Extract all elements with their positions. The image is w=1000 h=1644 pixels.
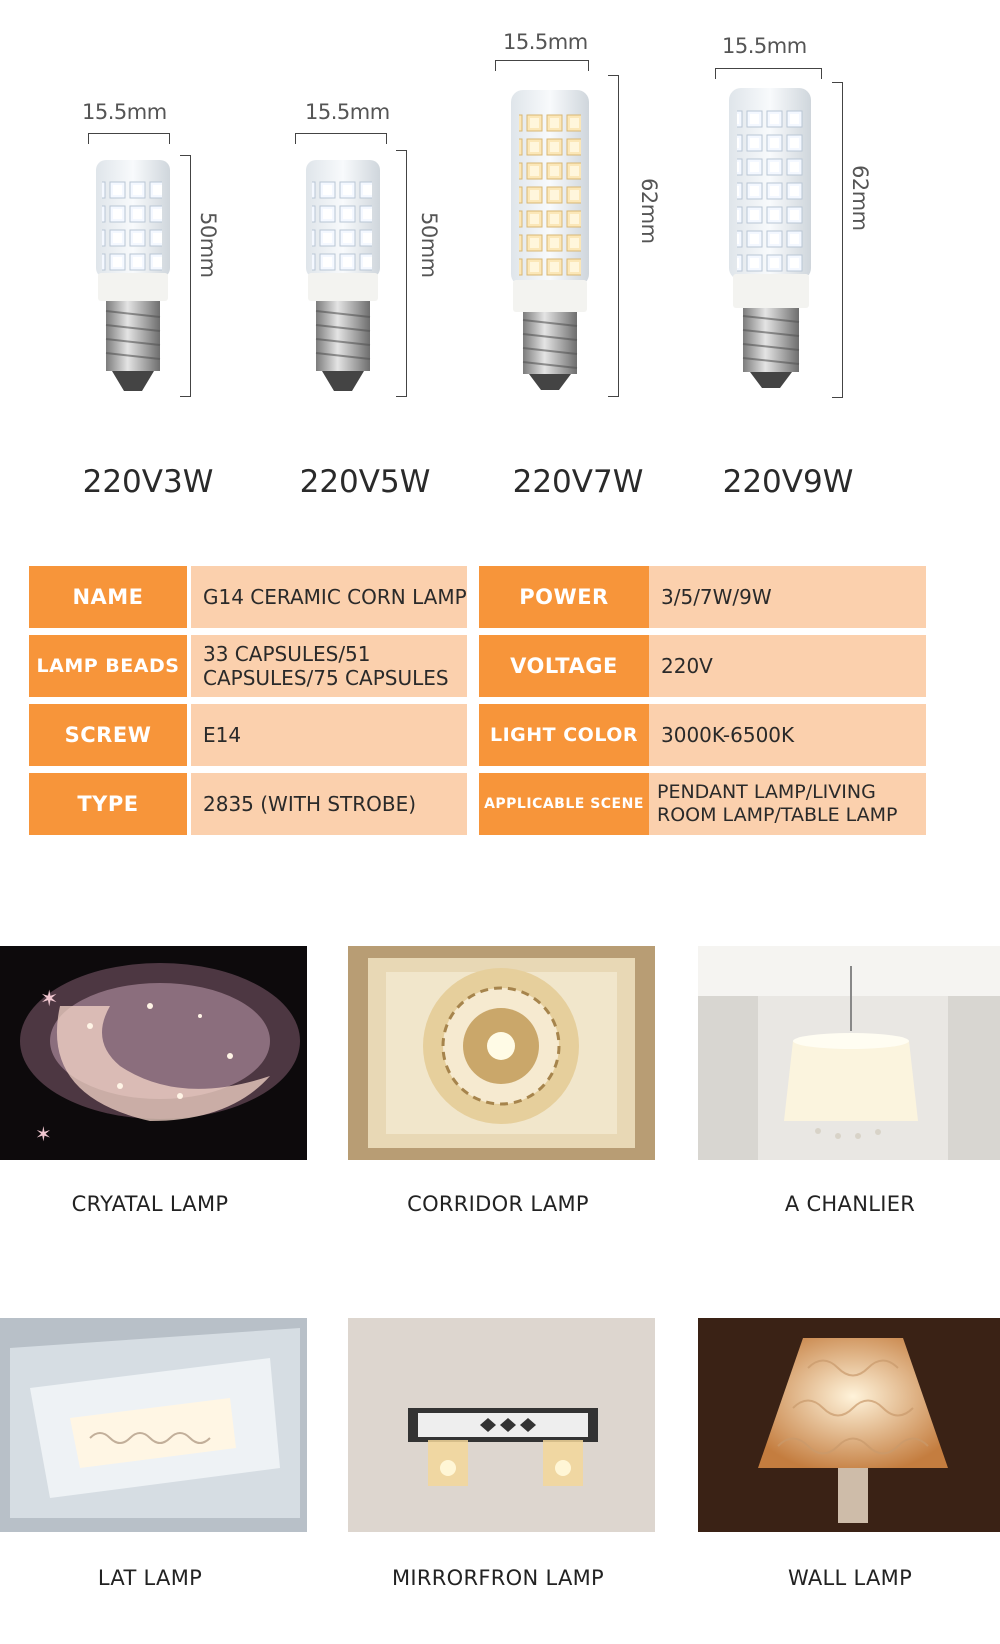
bulb-3-height-label: 62mm xyxy=(637,178,661,244)
spec-label: APPLICABLE SCENE xyxy=(479,773,649,835)
bulb-2-height-label: 50mm xyxy=(417,212,441,278)
scene-wall-lamp-image xyxy=(698,1318,1000,1532)
bulb-1-width-bracket xyxy=(88,133,170,144)
scene-crystal-lamp-image xyxy=(0,946,307,1160)
scene-caption: WALL LAMP xyxy=(787,1566,913,1590)
bulb-1-model: 220V3W xyxy=(82,464,214,500)
bulb-4-image xyxy=(725,84,817,394)
spec-value: 3000K-6500K xyxy=(649,704,926,766)
spec-row xyxy=(29,704,976,766)
bulb-2-width-bracket xyxy=(295,133,387,144)
spec-value: E14 xyxy=(191,704,467,766)
bulb-4-model: 220V9W xyxy=(722,464,854,500)
bulb-2-model: 220V5W xyxy=(299,464,431,500)
bulb-3-width-label: 15.5mm xyxy=(503,30,588,54)
bulb-4-width-bracket xyxy=(715,68,822,79)
spec-value: 33 CAPSULES/51 CAPSULES/75 CAPSULES xyxy=(191,635,467,697)
spec-value: 2835 (WITH STROBE) xyxy=(191,773,467,835)
spec-label: SCREW xyxy=(29,704,187,766)
bulb-4-height-bracket xyxy=(832,82,843,398)
bulb-4-width-label: 15.5mm xyxy=(722,34,807,58)
bulb-3-width-bracket xyxy=(495,60,589,71)
scene-caption: MIRRORFRON LAMP xyxy=(391,1566,605,1590)
scene-caption: A CHANLIER xyxy=(784,1192,916,1216)
spec-value: PENDANT LAMP/LIVING ROOM LAMP/TABLE LAMP xyxy=(649,773,926,835)
bulb-3-image xyxy=(505,88,595,398)
bulb-1-height-label: 50mm xyxy=(196,212,220,278)
spec-label: VOLTAGE xyxy=(479,635,649,697)
scene-caption: CORRIDOR LAMP xyxy=(407,1192,589,1216)
bulb-1-image xyxy=(88,155,178,405)
bulb-3-height-bracket xyxy=(608,75,619,397)
spec-value: 220V xyxy=(649,635,926,697)
spec-value: 3/5/7W/9W xyxy=(649,566,926,628)
bulb-4-height-label: 62mm xyxy=(848,165,872,231)
spec-row xyxy=(29,566,976,628)
svg-text:✶: ✶ xyxy=(35,1122,52,1146)
spec-label: LIGHT COLOR xyxy=(479,704,649,766)
bulb-1-height-bracket xyxy=(180,155,191,397)
spec-label: POWER xyxy=(479,566,649,628)
spec-row xyxy=(29,773,976,835)
bulb-2-width-label: 15.5mm xyxy=(305,100,390,124)
spec-row xyxy=(29,635,976,697)
spec-value: G14 CERAMIC CORN LAMP xyxy=(191,566,467,628)
scene-caption: LAT LAMP xyxy=(97,1566,203,1590)
bulb-2-height-bracket xyxy=(396,150,407,397)
scene-corridor-lamp-image xyxy=(348,946,655,1160)
scene-chandelier-image xyxy=(698,946,1000,1160)
spec-label: LAMP BEADS xyxy=(29,635,187,697)
bulb-1-width-label: 15.5mm xyxy=(82,100,167,124)
scene-flat-lamp-image xyxy=(0,1318,307,1532)
svg-text:✶: ✶ xyxy=(40,987,59,1012)
spec-label: NAME xyxy=(29,566,187,628)
bulb-3-model: 220V7W xyxy=(512,464,644,500)
spec-label: TYPE xyxy=(29,773,187,835)
scene-caption: CRYATAL LAMP xyxy=(71,1192,229,1216)
bulb-2-image xyxy=(298,155,388,405)
scene-mirror-front-lamp-image xyxy=(348,1318,655,1532)
